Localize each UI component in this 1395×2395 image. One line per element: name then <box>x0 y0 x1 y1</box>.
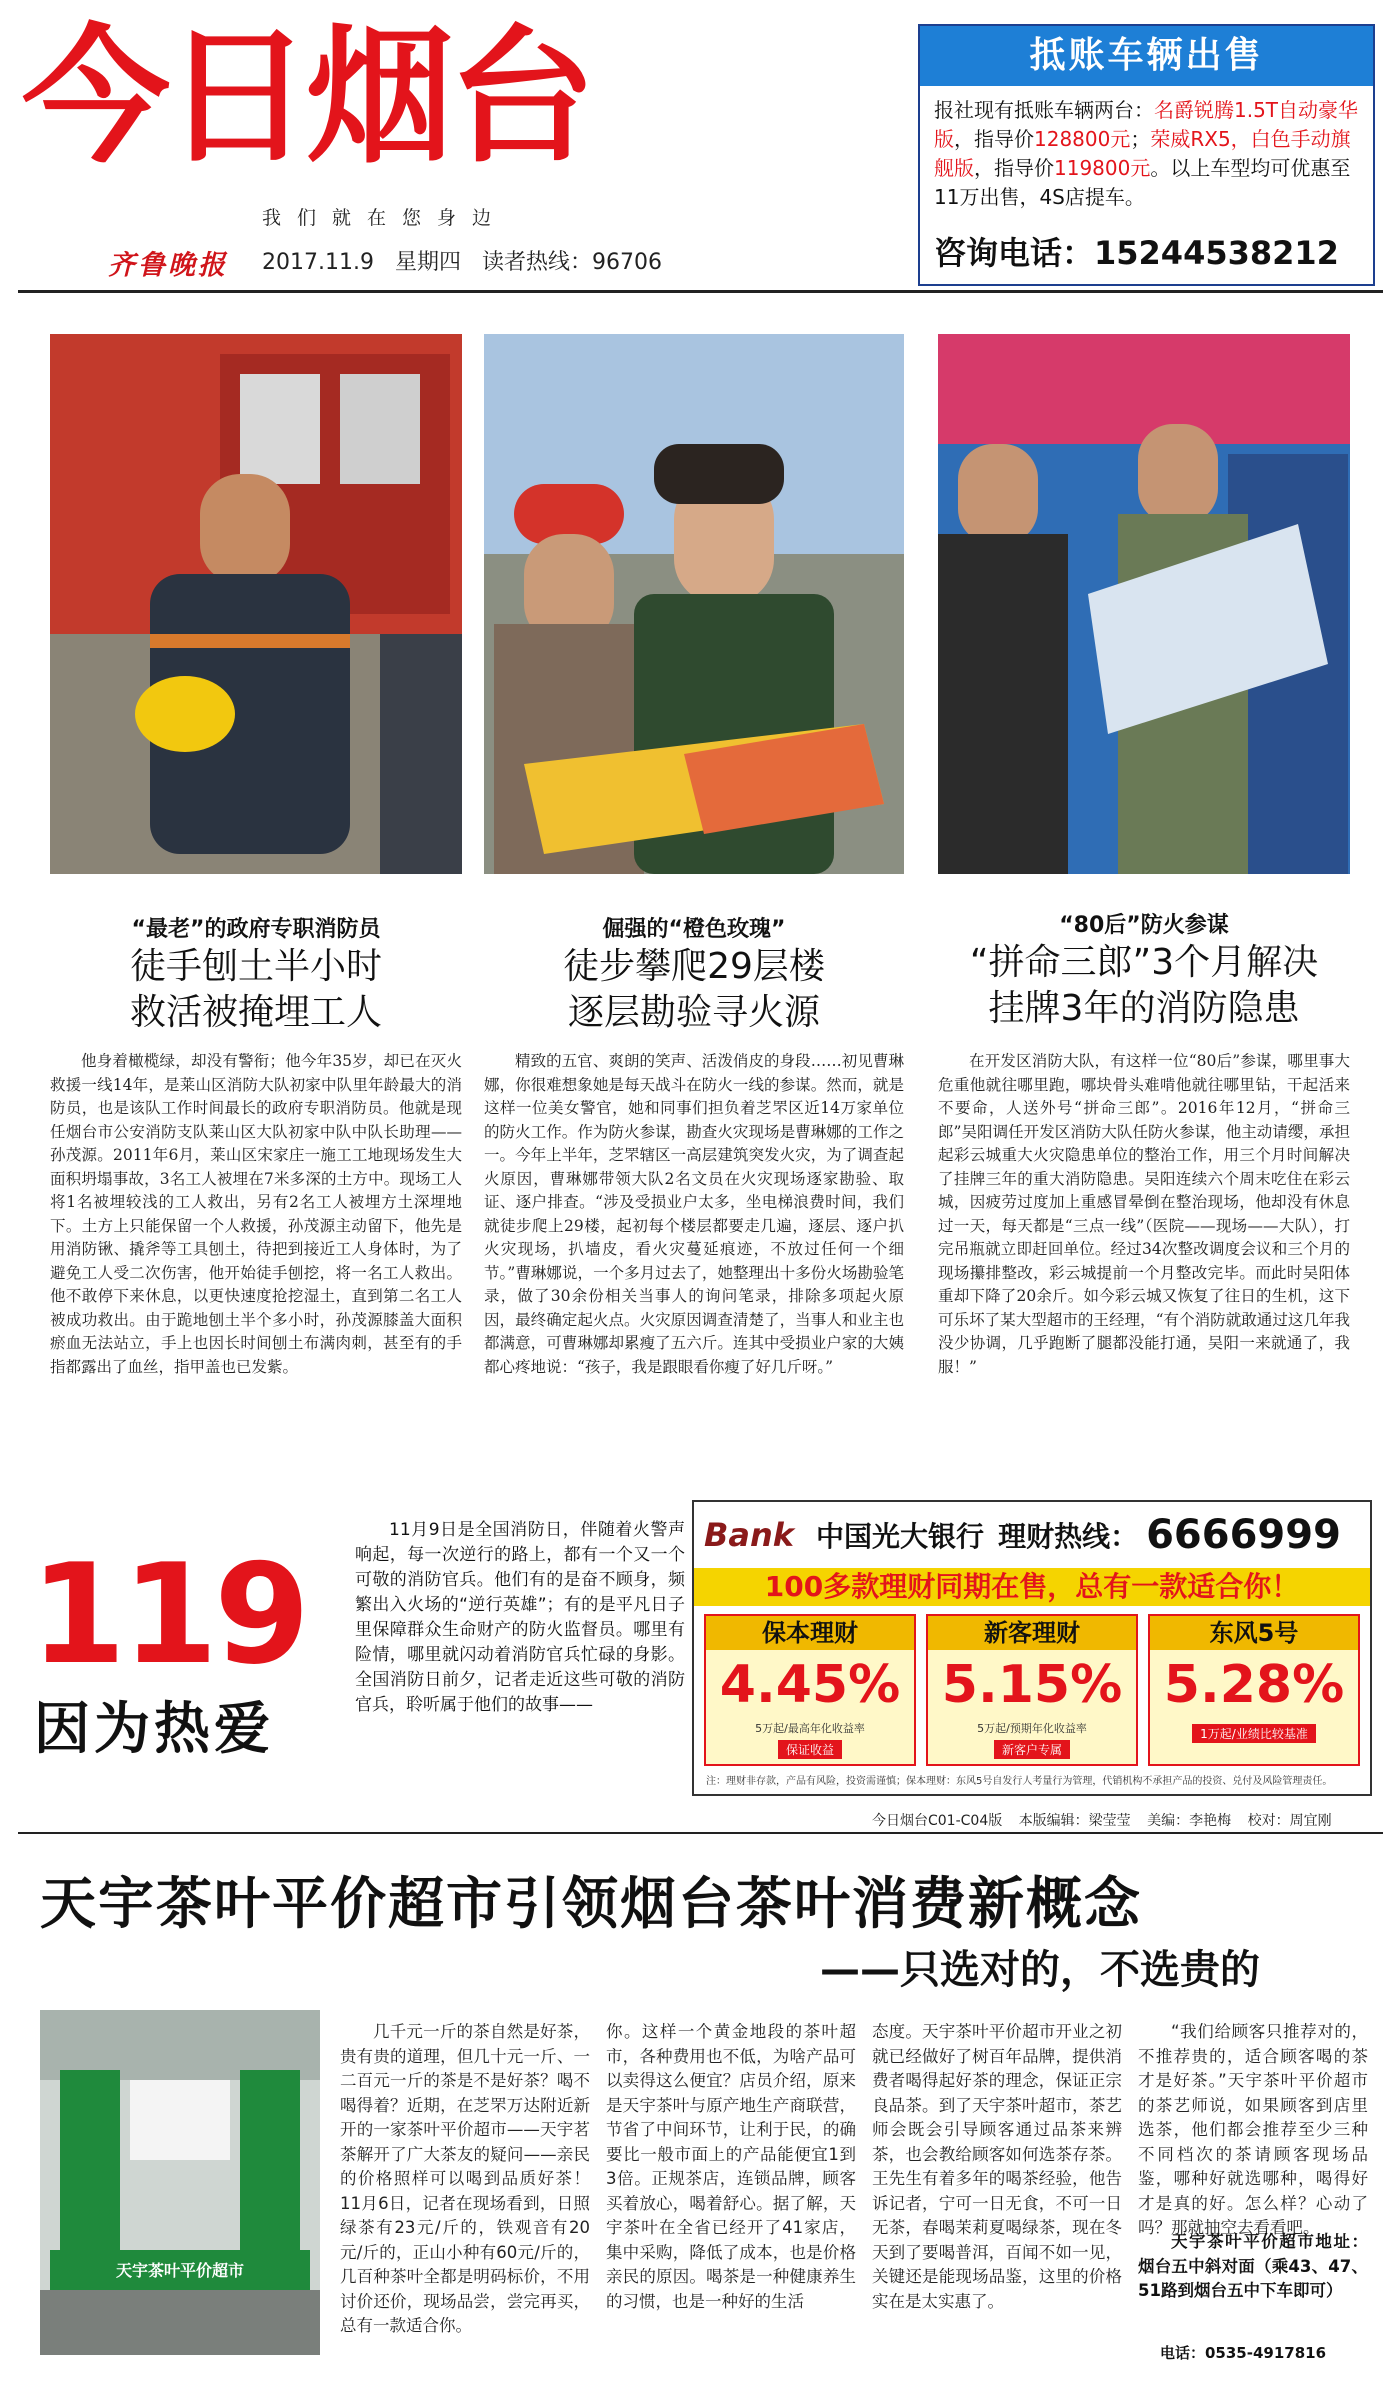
tea-ad-subtitle: ——只选对的，不选贵的 <box>820 1947 1260 1993</box>
section-119-tagline: 因为热爱 <box>34 1697 274 1762</box>
bank-products <box>694 1606 1370 1766</box>
product-rate: 4.45% <box>719 1655 901 1715</box>
page-credits <box>860 1810 1332 1830</box>
designer-credit: 美编：李艳梅 <box>1147 1813 1232 1829</box>
fire-inspection-photo <box>938 334 1350 874</box>
car-ad-phone: 咨询电话：15244538212 <box>934 234 1339 272</box>
car-ad-text: 报社现有抵账车辆两台： <box>934 98 1154 122</box>
article-1-headline-line1: 徒手刨土半小时 <box>129 946 382 987</box>
product-rate: 5.15% <box>941 1655 1123 1715</box>
bank-ad <box>692 1500 1372 1796</box>
product-name: 保本理财 <box>706 1616 914 1650</box>
car-ad-text: 。以上车型均可优惠至11万出售，4S店提车。 <box>934 156 1351 209</box>
article-2-body: 精致的五官、爽朗的笑声、活泼俏皮的身段……初见曹琳娜，你很难想象她是每天战斗在防火一线的参谋。然而，就是这样一位美女警官，她和同事们担负着芝罘区近14万家单位的防火工作。作为防火参谋，勘查火灾现场是曹琳娜的工作之一。今年上半年，芝罘辖区一高层建筑突发火灾，为了调查起火原因，曹琳娜带领大队2名文员在火灾现场逐家勘验、取证、逐户排查。“涉及受损业户太多，坐电梯浪费时间，我们就徒步爬上29楼，起初每个楼层都要走几遍，逐层、逐户扒火灾现场，扒墙皮，看火灾蔓延痕迹，不放过任何一个细节。”曹琳娜说，一个多月过去了，她整理出十多份火场勘验笔录，做了30余份相关当事人的询问笔录，排除多项起火原因，最终确定起火点。火灾原因调查清楚了，当事人和业主也都满意，可曹琳娜却累瘦了五六斤。连其中受损业户家的大姨都心疼地说：“孩子，我是跟眼看你瘦了好几斤呀。” <box>484 1052 904 1376</box>
product-tag: 保证收益 <box>778 1740 842 1759</box>
tea-ad-column-2: 你。这样一个黄金地段的茶叶超市，各种费用也不低，为啥产品可以卖得这么便宜？店员介绍，原来是天宇茶叶与原产地生产商联营，节省了中间环节，让利于民，的确要比一般市面上的产品能便宜1到3倍。正规茶店，连锁品牌，顾客买着放心，喝着舒心。据了解，天宇茶叶在全省已经开了41家店，集中采购，降低了成本，也是价格亲民的原因。喝茶是一种健康养生的习惯，也是一种好的生活 <box>606 2022 856 2311</box>
tea-store-image <box>40 2010 320 2355</box>
section-119-number: 119 <box>30 1534 307 1695</box>
car-ad-text: ，指导价 <box>974 156 1054 180</box>
bank-logo: Bank <box>704 1516 795 1554</box>
credits-rule <box>18 1832 1383 1834</box>
reader-hotline: 读者热线：96706 <box>481 250 662 275</box>
article-1-headline-line2: 救活被掩埋工人 <box>129 992 382 1033</box>
editor-credit: 本版编辑：梁莹莹 <box>1018 1813 1131 1829</box>
car-ad-text: ，指导价 <box>954 127 1034 151</box>
firefighter-image <box>50 334 462 874</box>
issue-date: 2017.11.9 <box>262 250 374 275</box>
sub-logo: 齐鲁晚报 <box>108 250 228 281</box>
tea-ad-phone: 电话：0535-4917816 <box>1160 2344 1327 2362</box>
proof-credit: 校对：周宜刚 <box>1247 1813 1332 1829</box>
car-model-1: 名爵锐腾1.5T自动豪华版 <box>934 98 1359 151</box>
tea-ad-column-4: “我们给顾客只推荐对的，不推荐贵的，适合顾客喝的茶才是好茶。”天宇茶叶平价超市的茶艺师说，如果顾客到店里选茶，他们都会推荐至少三种不同档次的茶请顾客现场品鉴，哪种好就选哪种，喝得好才是真的好。怎么样？心动了吗？那就抽空去看看吧。 <box>1138 2022 1368 2237</box>
car-ad-body <box>920 86 1373 212</box>
car-ad-title: 抵账车辆出售 <box>920 26 1373 86</box>
article-3-headline-line2: 挂牌3年的消防隐患 <box>988 988 1300 1029</box>
bank-product-card <box>926 1614 1138 1766</box>
issue-weekday: 星期四 <box>394 250 461 275</box>
tea-store-sign: 天宇茶叶平价超市 <box>115 2261 244 2280</box>
article-2-headline-line1: 徒步攀爬29层楼 <box>563 946 825 987</box>
tea-ad-column-1: 几千元一斤的茶自然是好茶，贵有贵的道理，但几十元一斤、一二百元一斤的茶是不是好茶？喝不喝得着？近期，在芝罘万达附近新开的一家茶叶平价超市——天宇茗茶解开了广大茶友的疑问——亲民的价格照样可以喝到品质好茶！11月6日，记者在现场看到，日照绿茶有23元/斤的，铁观音有20元/斤的，正山小种有60元/斤的，几百种茶叶全都是明码标价，不用讨价还价，现场品尝，尝完再买，总有一款适合你。 <box>340 2022 590 2335</box>
car-price-1: 128800元 <box>1034 127 1131 151</box>
tea-ad-address: 天宇茶叶平价超市地址：烟台五中斜对面（乘43、47、51路到烟台五中下车即可） <box>1138 2232 1368 2300</box>
product-tag: 新客户专属 <box>994 1740 1070 1759</box>
bank-banner: 100多款理财同期在售，总有一款适合你！ <box>694 1568 1370 1606</box>
article-3-body: 在开发区消防大队，有这样一位“80后”参谋，哪里事大危重他就往哪里跑，哪块骨头难啃他就往哪里钻，干起活来不要命，人送外号“拼命三郎”。2016年12月，“拼命三郎”吴阳调任开发区消防大队任防火参谋，他主动请缨，承担起彩云城重大火灾隐患单位的整治工作，用三个月时间解决了挂牌三年的重大消防隐患。吴阳连续六个周末吃住在彩云城，因疲劳过度加上重感冒晕倒在整治现场，他却没有休息过一天，每天都是“三点一线”（医院——现场——大队），打完吊瓶就立即赶回单位。经过34次整改调度会议和三个月的现场攥排整改，彩云城提前一个月整改完毕。而此时吴阳体重却下降了20余斤。如今彩云城又恢复了往日的生机，这下可乐坏了某大型超市的王经理，“有个消防就敢通过这几年我没少协调，几乎跑断了腿都没能打通，吴阳一来就通了，我服！” <box>938 1052 1350 1376</box>
slogan: 我们就在您身边 <box>262 207 508 229</box>
bank-name: 中国光大银行 <box>816 1520 985 1553</box>
bank-product-card <box>704 1614 916 1766</box>
masthead-rule <box>18 290 1383 293</box>
article-2-kicker: 倔强的“橙色玫瑰” <box>602 917 786 942</box>
bank-phone: 6666999 <box>1146 1512 1341 1558</box>
orange-rose-image <box>484 334 904 874</box>
car-ad-text: ； <box>1130 127 1151 151</box>
edition-label: 今日烟台C01-C04版 <box>872 1813 1003 1829</box>
firefighter-photo <box>50 334 462 874</box>
article-2-headline-line2: 逐层勘验寻火源 <box>567 992 820 1033</box>
bank-ad-header <box>694 1502 1370 1568</box>
product-desc: 5万起/最高年化收益率 <box>755 1722 865 1735</box>
orange-rose-photo <box>484 334 904 874</box>
tea-ad-column-3: 态度。天宇茶叶平价超市开业之初就已经做好了树百年品牌，提供消费者喝得起好茶的理念，保证正宗良品茶。到了天宇茶叶超市，茶艺师会既会引导顾客通过品茶来辨茶，也会教给顾客如何选茶存茶。王先生有着多年的喝茶经验，他告诉记者，宁可一日无食，不可一日无茶，春喝茉莉夏喝绿茶，现在冬天到了要喝普洱，百闻不如一见，关键还是能现场品鉴，这里的价格实在是太实惠了。 <box>872 2022 1122 2311</box>
article-3-headline-line1: “拼命三郎”3个月解决 <box>969 942 1319 983</box>
product-name: 东风5号 <box>1150 1616 1358 1650</box>
bank-disclaimer: 注：理财非存款，产品有风险，投资需谨慎；保本理财：东风5号自发行人考量行为管理，代销机构不承担产品的投资、兑付及风险管理责任。 <box>706 1776 1333 1787</box>
article-1-kicker: “最老”的政府专职消防员 <box>131 917 381 942</box>
article-3-kicker: “80后”防火参谋 <box>1059 913 1229 938</box>
newspaper-logo: 今日烟台 <box>22 11 590 183</box>
masthead-info <box>262 245 676 276</box>
article-1-body: 他身着橄榄绿，却没有警衔；他今年35岁，却已在灭火救援一线14年，是莱山区消防大队初家中队里年龄最大的消防员，也是该队工作时间最长的政府专职消防员。他就是现任烟台市公安消防支队莱山区大队初家中队中队长助理——孙茂源。2011年6月，莱山区宋家庄一施工工地现场发生大面积坍塌事故，3名工人被埋在7米多深的土方中。现场工人将1名被埋较浅的工人救出，另有2名工人被埋方土深埋地下。土方上只能保留一个人救援，孙茂源主动留下，他先是用消防锹、撬斧等工具刨土，待把到接近工人身体时，为了避免工人受二次伤害，他开始徒手刨挖，将一名工人救出。他不敢停下来休息，以更快速度抢挖湿土，直到第二名工人被成功救出。由于跪地刨土半个多小时，孙茂源膝盖大面积瘀血无法站立，手上也因长时间刨土布满肉刺，甚至有的手指都露出了血丝，指甲盖也已发紫。 <box>50 1052 462 1376</box>
product-tag: 1万起/业绩比较基准 <box>1192 1724 1316 1743</box>
bank-product-card <box>1148 1614 1360 1766</box>
tea-store-photo <box>40 2010 320 2355</box>
section-119-intro: 11月9日是全国消防日，伴随着火警声响起，每一次逆行的路上，都有一个又一个可敬的消防官兵。他们有的是奋不顾身，频繁出入火场的“逆行英雄”；有的是平凡日子里保障群众生命财产的防火监督员。哪里有险情，哪里就闪动着消防官兵忙碌的身影。全国消防日前夕，记者走近这些可敬的消防官兵，聆听属于他们的故事—— <box>355 1520 685 1715</box>
product-desc: 5万起/预期年化收益率 <box>977 1722 1087 1735</box>
tea-ad-title: 天宇茶叶平价超市引领烟台茶叶消费新概念 <box>40 1872 1142 1937</box>
bank-hotline-label: 理财热线： <box>998 1520 1139 1553</box>
car-price-2: 119800元 <box>1054 156 1151 180</box>
fire-inspection-image <box>938 334 1350 874</box>
car-sale-ad <box>918 24 1375 286</box>
product-name: 新客理财 <box>928 1616 1136 1650</box>
product-rate: 5.28% <box>1163 1655 1345 1715</box>
car-model-2: 荣威RX5，白色手动旗舰版 <box>934 127 1351 180</box>
